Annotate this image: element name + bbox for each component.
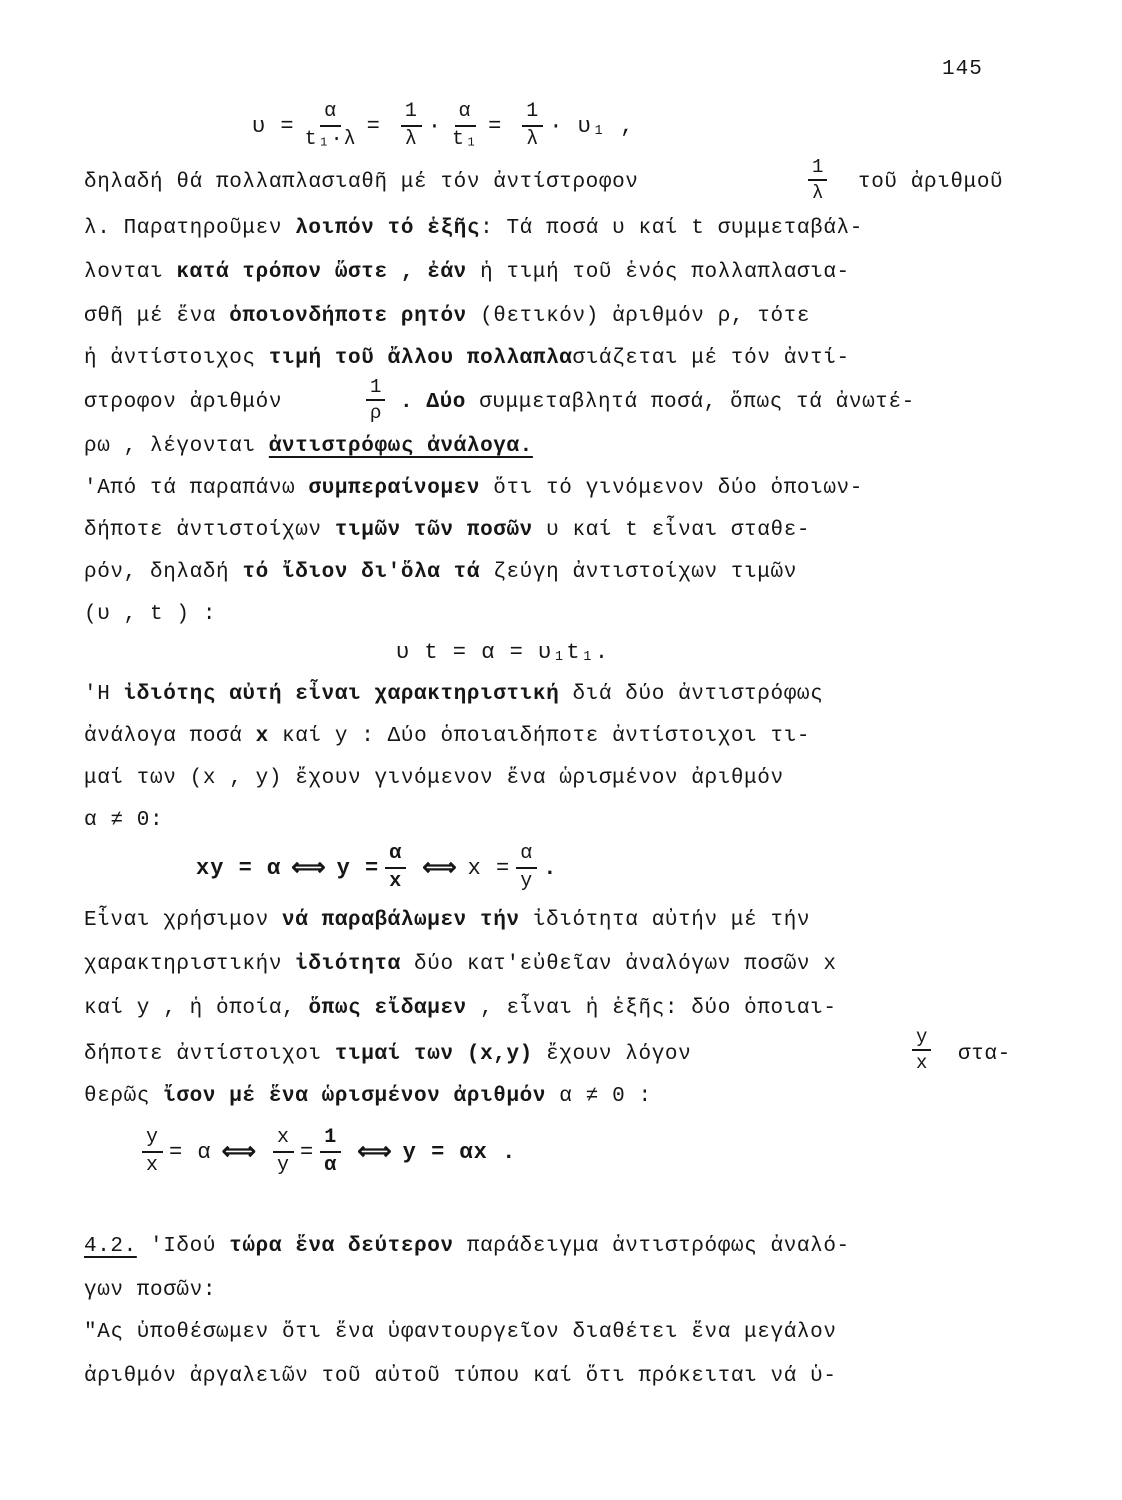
p1-l1-text: δηλαδή θά πολλαπλασιαθῆ μέ τόν ἀντίστροφον xyxy=(84,171,639,194)
p4-fraction-y-over-x: $\frac{y}{x}$ xyxy=(912,1026,931,1074)
eq3-b: y = xyxy=(336,855,380,881)
p4-l1b: νά παραβάλωμεν τήν xyxy=(282,909,520,932)
s42-l4: ἀριθμόν ἀργαλειῶν τοῦ αὐτοῦ τύπου καί ὅτι πρόκειται νά ὑ- xyxy=(84,1365,837,1388)
p1-l4b: ὁποιονδήποτε ρητόν xyxy=(229,305,467,328)
p4-line-4-end xyxy=(958,1040,1042,1070)
eq4-fraction-2: $\frac{x}{y}$ xyxy=(273,1126,294,1178)
p4-l5a: θερῶς xyxy=(84,1085,164,1108)
p1-l2a: λ. Παρατηροῦμεν xyxy=(84,217,296,240)
eq1-tail: · υ₁ , xyxy=(549,113,635,139)
s42-line-3 xyxy=(84,1318,1044,1348)
p1-l2b: λοιπόν τό ἑξῆς xyxy=(295,217,481,240)
p2-line-2 xyxy=(84,516,1044,546)
equation-inverse-relation xyxy=(196,842,557,894)
p2-l3b: τό ἴδιον δι'ὅλα τά xyxy=(242,561,481,584)
p1-line-4 xyxy=(84,302,1044,332)
p3-l2a: ἀνάλογα ποσά xyxy=(84,725,256,748)
p2-l2a: δήποτε ἀντιστοίχων xyxy=(84,519,335,542)
s42-l1c: παράδειγμα ἀντιστρόφως ἀναλό- xyxy=(453,1235,850,1258)
p1-l4a: σθῆ μέ ἕνα xyxy=(84,305,230,328)
p4-l5c: α ≠ 0 : xyxy=(546,1085,652,1108)
p4-l2a: χαρακτηριστικήν xyxy=(84,953,296,976)
p2-line-1 xyxy=(84,474,1044,504)
eq1-fraction-3: $\frac{\alpha}{\text{t₁}}$ xyxy=(452,100,479,151)
p3-l2b: x xyxy=(255,725,269,748)
eq3-c: x = xyxy=(467,855,511,881)
p1-l5b: τιμή τοῦ ἄλλου πολλαπλα xyxy=(268,347,573,370)
p1-fraction-rho: $\frac{1}{\rho}$ xyxy=(366,376,385,424)
p3-l1b: ἰδιότης αὐτή εἶναι χαρακτηριστική xyxy=(123,683,560,706)
p3-l3: μαί των (x , y) ἔχουν γινόμενον ἕνα ὡρισμένον ἀριθμόν xyxy=(84,767,784,790)
p1-l6b: . Δύο xyxy=(400,391,467,414)
p1-l5a: ἡ ἀντίστοιχος xyxy=(84,347,269,370)
p1-l6a: στροφον ἀριθμόν xyxy=(84,391,283,414)
p4-line-1 xyxy=(84,906,1044,936)
p1-line-6a xyxy=(84,388,364,418)
eq3-iff-2: ⟺ xyxy=(422,856,458,883)
eq1-equals-2: = xyxy=(488,113,503,139)
p1-l3c: ἡ τιμή τοῦ ἑνός πολλαπλασια- xyxy=(466,261,850,284)
p2-l2c: υ καί t εἶναι σταθε- xyxy=(532,519,811,542)
p2-line-3 xyxy=(84,558,1044,588)
s42-line-4 xyxy=(84,1362,1044,1392)
p2-l2b: τιμῶν τῶν ποσῶν xyxy=(334,519,533,542)
p4-l2b: ἰδιότητα xyxy=(295,953,401,976)
eq4-b: = xyxy=(300,1139,315,1165)
p1-l3a: λονται xyxy=(84,261,177,284)
p3-line-2 xyxy=(84,722,1044,752)
equation-direct-relation xyxy=(136,1126,516,1178)
p4-l3c: , εἶναι ἡ ἑξῆς: δύο ὁποιαι- xyxy=(466,997,837,1020)
equation-velocity xyxy=(252,100,635,152)
p1-line-1-end xyxy=(858,168,1038,198)
p3-l1c: διά δύο ἀντιστρόφως xyxy=(559,683,824,706)
p4-l3b: ὅπως εἴδαμεν xyxy=(308,997,467,1020)
p1-fraction-lambda: $\frac{1}{\lambda}$ xyxy=(808,156,827,204)
p1-line-6b xyxy=(400,388,1040,418)
eq1-fraction-2: $\frac{1}{\lambda}$ xyxy=(401,100,422,152)
p2-l1c: ὅτι τό γινόμενον δύο ὁποιων- xyxy=(480,477,863,500)
p3-l4: α ≠ 0: xyxy=(84,809,164,832)
s42-l1b: τώρα ἕνα δεύτερον xyxy=(229,1235,454,1258)
p1-line-5 xyxy=(84,344,1044,374)
p4-line-4 xyxy=(84,1040,904,1070)
s42-l3: "Ας ὑποθέσωμεν ὅτι ἕνα ὑφαντουργεῖον διαθέτει ἕνα μεγάλον xyxy=(84,1321,837,1344)
s42-l2: γων ποσῶν: xyxy=(84,1279,217,1302)
p4-line-2 xyxy=(84,950,1044,980)
p1-line-7 xyxy=(84,432,1044,462)
equation-product xyxy=(396,640,609,665)
p4-l3a: καί y , ἡ ὁποία, xyxy=(84,997,309,1020)
p4-l4b: τιμαί των (x,y) xyxy=(334,1043,533,1066)
p1-l4c: (θετικόν) ἀριθμόν ρ, τότε xyxy=(466,305,811,328)
p1-l2c: : Τά ποσά υ καί t συμμεταβάλ- xyxy=(480,217,863,240)
p1-l6c: συμμεταβλητά ποσά, ὅπως τά ἀνωτέ- xyxy=(466,391,915,414)
p4-line-3 xyxy=(84,994,1044,1024)
p2-l1b: συμπεραίνομεν xyxy=(308,477,481,500)
eq4-a: = α xyxy=(169,1139,212,1165)
eq4-fraction-3: $\frac{1}{\alpha}$ xyxy=(320,1126,341,1178)
p1-l7a: ρω , λέγονται xyxy=(84,435,269,458)
p1-l1-end-text: τοῦ ἀριθμοῦ xyxy=(858,171,1004,194)
eq3-a: xy = α xyxy=(196,855,282,881)
p4-l4d: στα- xyxy=(958,1043,1011,1066)
s42-l1a: 'Ιδού xyxy=(136,1235,230,1258)
section-number: 4.2. xyxy=(84,1235,137,1258)
eq3-fraction-2: $\frac{\alpha}{y}$ xyxy=(516,842,537,894)
p4-l1a: Εἶναι χρήσιμον xyxy=(84,909,283,932)
eq2-text: υ t = α = υ₁t₁. xyxy=(396,640,610,665)
p4-l1c: ἰδιότητα αὐτήν μέ τήν xyxy=(519,909,811,932)
eq3-iff-1: ⟺ xyxy=(291,856,327,883)
p1-l3b: κατά τρόπον ὥστε , ἐάν xyxy=(176,261,467,284)
p3-line-1 xyxy=(84,680,1044,710)
eq1-dot: · xyxy=(427,113,443,139)
eq1-fraction-4: $\frac{1}{\lambda}$ xyxy=(522,100,543,152)
eq4-iff-1: ⟺ xyxy=(221,1140,258,1167)
p2-l3c: ζεύγη ἀντιστοίχων τιμῶν xyxy=(480,561,797,584)
s42-line-1 xyxy=(84,1232,1044,1262)
eq3-end: . xyxy=(543,855,558,881)
eq4-c: y = αx . xyxy=(402,1139,517,1165)
p2-l4: (υ , t ) : xyxy=(84,603,217,626)
p1-l5c: σιάζεται μέ τόν ἀντί- xyxy=(572,347,850,370)
eq4-fraction-1: $\frac{y}{x}$ xyxy=(142,1126,163,1178)
page-number: 145 xyxy=(942,58,983,81)
s42-line-2 xyxy=(84,1276,1044,1306)
p4-l4c: ἔχουν λόγον xyxy=(532,1043,692,1066)
p4-l5b: ἴσον μέ ἕνα ὡρισμένον ἀριθμόν xyxy=(163,1085,547,1108)
p2-l1a: 'Από τά παραπάνω xyxy=(84,477,309,500)
eq4-iff-2: ⟺ xyxy=(357,1140,393,1167)
p3-l1a: 'Η xyxy=(84,683,124,706)
p3-line-3 xyxy=(84,764,1044,794)
p3-line-4 xyxy=(84,806,1044,836)
p1-line-2 xyxy=(84,214,1044,244)
p4-l2c: δύο κατ'εὐθεῖαν ἀναλόγων ποσῶν x xyxy=(400,953,837,976)
eq3-fraction-1: $\frac{\alpha}{x}$ xyxy=(385,842,406,894)
p2-line-4 xyxy=(84,600,1044,630)
eq1-fraction-1: $\frac{\alpha}{\text{t₁·λ}}$ xyxy=(304,100,357,151)
p3-l2c: καί y : Δύο ὁποιαιδήποτε ἀντίστοιχοι τι- xyxy=(268,725,811,748)
p4-l4a: δήποτε ἀντίστοιχοι xyxy=(84,1043,335,1066)
p2-l3a: ρόν, δηλαδή xyxy=(84,561,243,584)
p4-line-5 xyxy=(84,1082,1044,1112)
p1-l7b-term: ἀντιστρόφως ἀνάλογα. xyxy=(268,435,533,458)
eq1-lhs: υ = xyxy=(252,113,295,139)
eq1-equals-1: = xyxy=(366,113,381,139)
p1-line-3 xyxy=(84,258,1044,288)
